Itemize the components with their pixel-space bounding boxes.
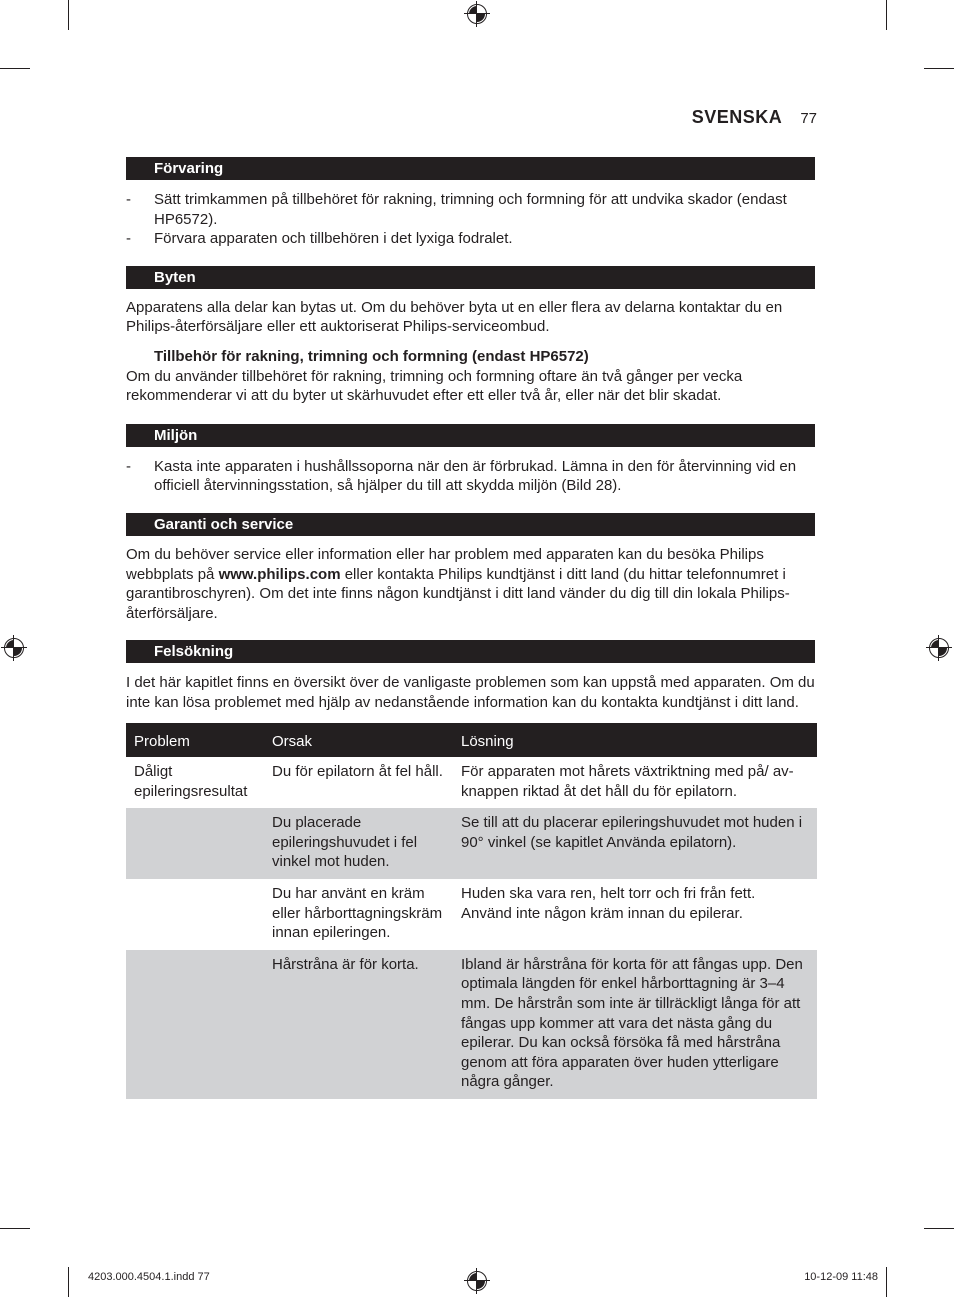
table-cell: Du har använt en kräm eller hårborttagningskräm innan epileringen. [272,885,443,942]
crop-mark [924,1228,954,1229]
registration-mark-icon [467,4,487,24]
environment-list [126,457,817,496]
table-cell [126,879,264,950]
page-content [126,157,817,1099]
page-number: 77 [800,110,817,127]
table-cell: Du placerade epileringshuvudet i fel vinkel mot huden. [264,808,453,879]
table-header-cell: Lösning [453,723,817,758]
page-header [692,107,817,128]
table-cell: Dåligt epileringsresultat [134,763,248,800]
section-heading-warranty: Garanti och service [126,513,815,536]
replacement-subheading: Tillbehör för rakning, trimning och formning (endast HP6572) [154,347,589,365]
registration-mark-icon [467,1271,487,1291]
crop-mark [68,0,69,30]
table-row [126,757,817,808]
crop-mark [886,0,887,30]
crop-mark [68,1267,69,1297]
replacement-sub-paragraph: Om du använder tillbehöret för rakning, trimning och formning oftare än två gånger per vecka rekommenderar vi att du byter ut skärhuvudet efter ett eller två år, eller när det blir skadat. [126,367,743,405]
section-heading-replacement: Byten [126,266,815,289]
table-row [126,879,817,950]
table-cell [126,950,264,1099]
crop-mark [886,1267,887,1297]
language-label: SVENSKA [691,107,783,127]
footer-filename: 4203.000.4504.1.indd 77 [88,1271,210,1283]
crop-mark [0,1228,30,1229]
footer-timestamp: 10-12-09 11:48 [804,1271,878,1283]
section-heading-troubleshooting: Felsökning [126,640,815,663]
warranty-text: Om du behöver service eller information eller har problem med apparaten kan du besöka Philips webbplats på [126,545,764,583]
table-cell: Huden ska vara ren, helt torr och fri från fett. Använd inte någon kräm innan du epilerar. [461,885,756,922]
replacement-paragraph: Apparatens alla delar kan bytas ut. Om du behöver byta ut en eller flera av delarna kontaktar du en Philips-återförsäljare eller ett auktoriserat Philips-serviceombud. [126,298,783,336]
warranty-paragraph [126,545,817,623]
table-cell: Ibland är hårstråna för korta för att fångas upp. Den optimala längden för enkel hårborttagning är 3–4 mm. De hårstrån som inte är tillräckligt långa för att fångas upp kommer att vara det nästa gång du epilerar. Du kan också försöka få med hårstråna genom att föra apparaten över huden ytterligare några gånger. [453,950,817,1099]
list-item: - Förvara apparaten och tillbehören i det lyxiga fodralet. [126,229,817,249]
section-heading-environment: Miljön [126,424,815,447]
table-cell: Se till att du placerar epileringshuvudet mot huden i 90° vinkel (se kapitlet Använda epilatorn). [453,808,817,879]
crop-mark [924,68,954,69]
table-header-cell: Problem [126,723,264,758]
table-cell: För apparaten mot hårets växtriktning med på/ av-knappen riktad åt det håll du för epilatorn. [461,763,794,800]
warranty-text: eller kontakta Philips kundtjänst i ditt land (du hittar telefonnumret i garantibroschyren). Om det inte finns någon kundtjänst i ditt land vänder du dig till din lokala Philips-återförsäljare. [126,565,790,622]
section-heading-storage: Förvaring [126,157,815,180]
table-cell: Du för epilatorn åt fel håll. [272,763,443,781]
registration-mark-icon [929,638,949,658]
philips-website-link[interactable]: www.philips.com [218,565,341,583]
table-cell [126,808,264,879]
storage-list [126,190,817,249]
crop-mark [0,68,30,69]
table-header-cell: Orsak [264,723,453,758]
table-row [126,808,817,879]
table-row [126,950,817,1099]
table-header-row [126,723,817,758]
list-item: - Kasta inte apparaten i hushållssoporna när den är förbrukad. Lämna in den för återvinning vid en officiell återvinningsstation, så hjälper du till att skydda miljön (Bild 28). [126,457,817,496]
troubleshooting-table [126,723,817,1100]
table-cell: Hårstråna är för korta. [264,950,453,1099]
list-item: - Sätt trimkammen på tillbehöret för rakning, trimning och formning för att undvika skador (endast HP6572). [126,190,817,229]
registration-mark-icon [4,638,24,658]
troubleshooting-paragraph: I det här kapitlet finns en översikt över de vanligaste problemen som kan uppstå med apparaten. Om du inte kan lösa problemet med hjälp av nedanstående information kan du kontakta kundtjänst i ditt land. [126,674,815,711]
